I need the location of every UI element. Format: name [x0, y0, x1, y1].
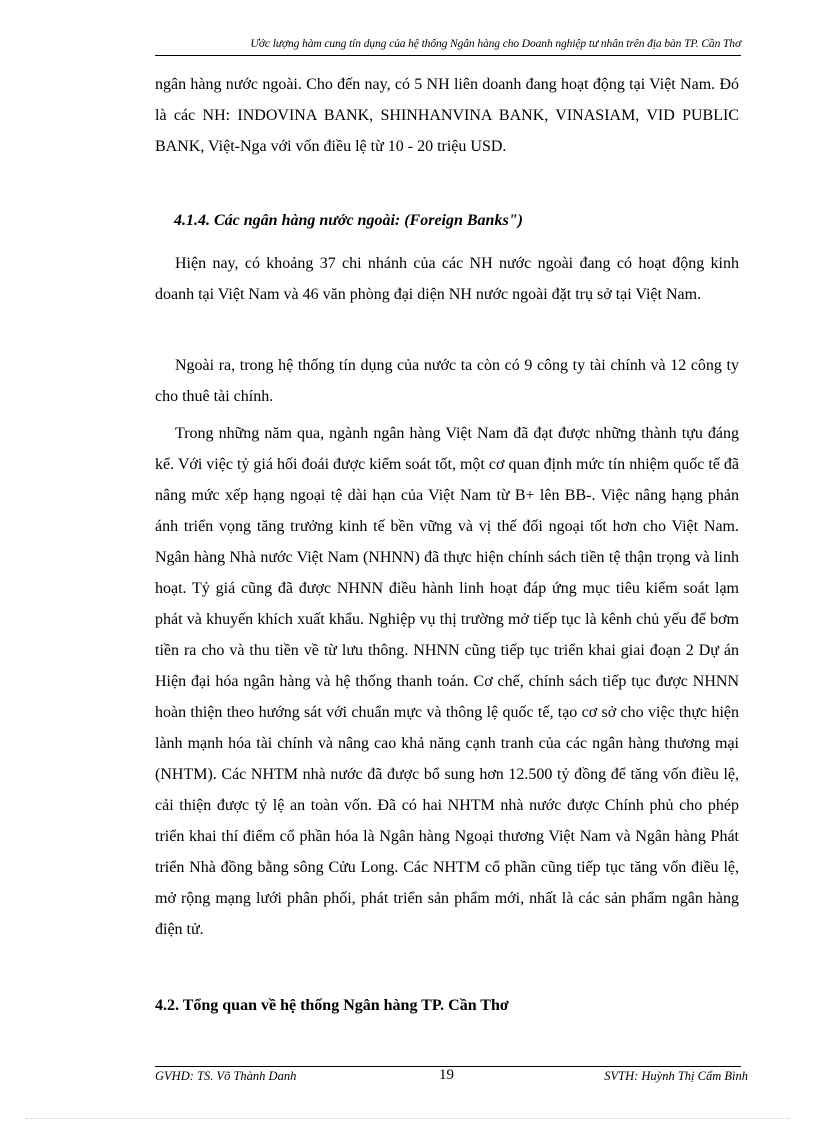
page-edge-divider [26, 1118, 790, 1119]
page-number: 19 [439, 1067, 454, 1083]
paragraph-foreign-branches: Hiện nay, có khoảng 37 chi nhánh của các NH nước ngoài đang có hoạt động kinh doanh tại Việt Nam và 46 văn phòng đại diện NH nước ngoài đặt trụ sở tại Việt Nam. [155, 255, 739, 303]
paragraph-joint-venture-banks: ngân hàng nước ngoài. Cho đến nay, có 5 NH liên doanh đang hoạt động tại Việt Nam. Đó là các NH: INDOVINA BANK, SHINHANVINA BANK, VINASIAM, VID PUBLIC BANK, Việt-Nga với vốn điều lệ từ 10 - 20 triệu USD. [155, 76, 739, 155]
running-header: Ước lượng hàm cung tín dụng của hệ thống Ngân hàng cho Doanh nghiệp tư nhân trên địa bàn TP. Cần Thơ [250, 38, 741, 50]
heading-section-4-2: 4.2. Tổng quan về hệ thống Ngân hàng TP. Cần Thơ [155, 997, 509, 1014]
header-rule [155, 55, 741, 56]
footer-student: SVTH: Huỳnh Thị Cẩm Bình [604, 1069, 748, 1083]
footer-advisor: GVHD: TS. Võ Thành Danh [155, 1069, 297, 1083]
paragraph-banking-achievements: Trong những năm qua, ngành ngân hàng Việt Nam đã đạt được những thành tựu đáng kể. Với việc tỷ giá hối đoái được kiểm soát tốt, một cơ quan định mức tín nhiệm quốc tế đã nâng mức xếp hạng ngoại tệ dài hạn của Việt Nam từ B+ lên BB-. Việc nâng hạng phản ánh triển vọng tăng trưởng kinh tế bền vững và vị thế đối ngoại tốt hơn cho Việt Nam. Ngân hàng Nhà nước Việt Nam (NHNN) đã thực hiện chính sách tiền tệ thận trọng và linh hoạt. Tỷ giá cũng đã được NHNN điều hành linh hoạt đáp ứng mục tiêu kiểm soát lạm phát và khuyến khích xuất khẩu. Nghiệp vụ thị trường mở tiếp tục là kênh chủ yếu để bơm tiền ra cho và thu tiền về từ lưu thông. NHNN cũng tiếp tục triển khai giai đoạn 2 Dự án Hiện đại hóa ngân hàng và hệ thống thanh toán. Cơ chế, chính sách tiếp tục được NHNN hoàn thiện theo hướng sát với chuẩn mực và thông lệ quốc tế, tạo cơ sở cho việc thực hiện lành mạnh hóa tài chính và nâng cao khả năng cạnh tranh của các ngân hàng thương mại (NHTM). Các NHTM nhà nước đã được bổ sung hơn 12.500 tỷ đồng để tăng vốn điều lệ, cải thiện được tỷ lệ an toàn vốn. Đã có hai NHTM nhà nước được Chính phủ cho phép triển khai thí điểm cổ phần hóa là Ngân hàng Ngoại thương Việt Nam và Ngân hàng Phát triển Nhà đồng bằng sông Cửu Long. Các NHTM cổ phần cũng tiếp tục tăng vốn điều lệ, mở rộng mạng lưới phân phối, phát triển sản phẩm mới, nhất là các sản phẩm ngân hàng điện tử. [155, 425, 739, 938]
heading-foreign-banks: 4.1.4. Các ngân hàng nước ngoài: (Foreign Banks") [174, 212, 523, 229]
paragraph-finance-companies: Ngoài ra, trong hệ thống tín dụng của nước ta còn có 9 công ty tài chính và 12 công ty cho thuê tài chính. [155, 357, 739, 405]
